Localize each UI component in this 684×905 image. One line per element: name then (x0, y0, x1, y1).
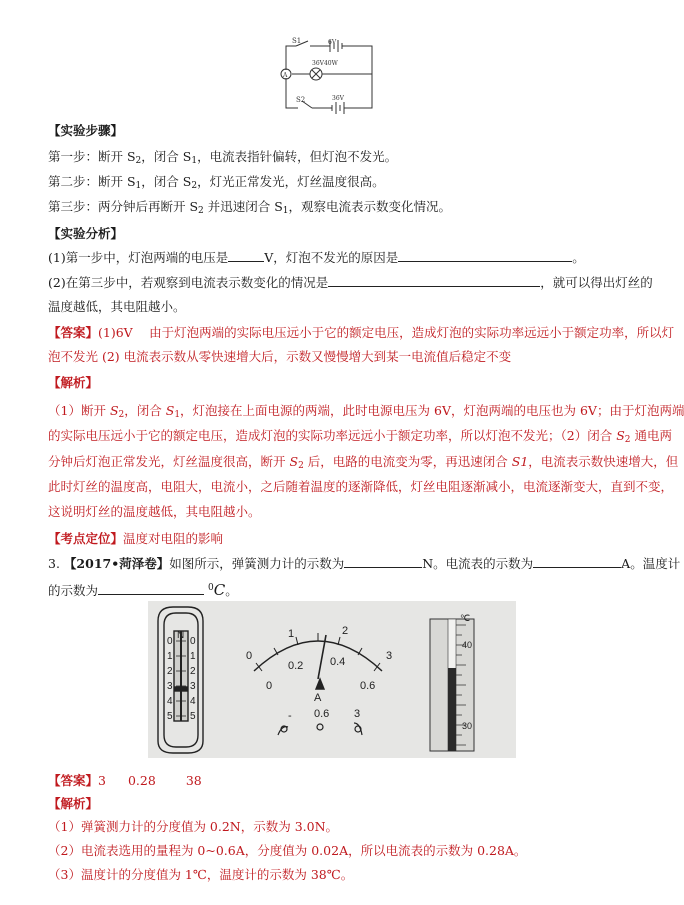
answer-1-line-1: 【答案】(1)6V 由于灯泡两端的实际电压远小于它的额定电压，造成灯泡的实际功率远远小于额定功率，所以灯 (48, 325, 675, 340)
circuit-s2-label: S2 (296, 96, 306, 104)
spring-tick-left-1: 1 (167, 651, 173, 662)
circuit-ammeter-label: A (283, 72, 288, 79)
kaodian: 【考点定位】温度对电阻的影响 (48, 531, 224, 546)
blank-current-change (328, 274, 540, 287)
spring-tick-left-5: 5 (167, 711, 173, 722)
step-3: 第三步：两分钟后再断开 $S_2$ 并迅速闭合 $S_1$，观察电流表示数变化情况。 (48, 199, 452, 216)
ammeter-inner-3: 0.6 (360, 680, 376, 692)
spring-tick-right-2: 2 (190, 666, 196, 677)
question-3-line-2: 的示数为 $^0$C。 (48, 581, 238, 600)
spring-tick-left-0: 0 (167, 636, 173, 647)
ammeter-unit: A (314, 692, 322, 704)
explanation-1-line-5: 这说明灯丝的温度越低，其电阻越小。 (48, 504, 261, 519)
thermometer-unit: ℃ (460, 613, 471, 623)
spring-tick-right-5: 5 (190, 711, 196, 722)
question-2-line-1: (2)在第三步中，若观察到电流表示数变化的情况是 ，就可以得出灯丝的 (48, 275, 653, 290)
spring-tick-right-4: 4 (190, 696, 196, 707)
blank-voltage (228, 249, 264, 262)
circuit-s1-label: S1 (292, 37, 302, 45)
blank-reason (398, 249, 572, 262)
explanation-1-line-2: 的实际电压远小于它的额定电压，造成灯泡的实际功率远远小于额定功率，所以灯泡不发光；（2）闭合 $S_2$ 通电两 (48, 428, 672, 445)
spring-tick-left-2: 2 (167, 666, 173, 677)
blank-thermometer-reading (98, 582, 204, 595)
spring-tick-right-0: 0 (190, 636, 196, 647)
circuit-6v-label: 6V (328, 39, 337, 46)
explanation-1-line-3: 分钟后灯泡正常发光，灯丝温度很高，断开 $S_2$ 后，电路的电流变为零，再迅速闭合 S1，电流表示数快速增大，但 (48, 454, 679, 471)
explanation-1-line-4: 此时灯丝的温度高，电阻大，电流小，之后随着温度的逐渐降低，灯丝电阻逐渐减小，电流逐渐变大，直到不变， (48, 479, 674, 494)
question-2-line-2: 温度越低，其电阻越小。 (48, 299, 186, 314)
circuit-bulb-label: 36V40W (312, 60, 338, 67)
terminal-3: 3 (354, 708, 361, 720)
spring-tick-left-3: 3 (167, 681, 173, 692)
explanation-3-line-1: （1）弹簧测力计的分度值为 0.2N，示数为 3.0N。 (48, 819, 339, 834)
spring-tick-right-3: 3 (190, 681, 196, 692)
ammeter-inner-1: 0.2 (288, 660, 304, 672)
ammeter-outer-2: 2 (342, 625, 349, 637)
jiexi-1-heading: 【解析】 (48, 375, 99, 390)
ammeter-terminals (278, 723, 362, 735)
jiexi-3-heading: 【解析】 (48, 796, 99, 811)
step-1: 第一步：断开 $S_2$，闭合 $S_1$，电流表指针偏转，但灯泡不发光。 (48, 149, 398, 166)
answer-3: 【答案】3 0.28 38 (48, 773, 202, 788)
ammeter-inner-0: 0 (266, 680, 273, 692)
terminal-0-6: 0.6 (314, 708, 330, 720)
explanation-3-line-3: （3）温度计的分度值为 1℃，温度计的示数为 38℃。 (48, 867, 354, 882)
question-3-line-1: 3. 【2017•菏泽卷】如图所示，弹簧测力计的示数为 N。电流表的示数为 A。温度计 (48, 556, 681, 571)
circuit-diagram (272, 38, 384, 114)
explanation-1-line-1: （1）断开 $S_2$，闭合 $S_1$，灯泡接在上面电源的两端，此时电源电压为 6V，灯泡两端的电压也为 6V；由于灯泡两端 (48, 403, 684, 420)
analysis-heading: 【实验分析】 (48, 226, 124, 241)
spring-tick-right-1: 1 (190, 651, 196, 662)
steps-heading: 【实验步骤】 (48, 123, 124, 138)
circuit-36v-label: 36V (332, 95, 344, 102)
blank-spring-reading (344, 555, 422, 568)
terminal-minus: - (288, 710, 292, 722)
spring-tick-left-4: 4 (167, 696, 173, 707)
explanation-3-line-2: （2）电流表选用的量程为 0~0.6A，分度值为 0.02A，所以电流表的示数为 0.28A。 (48, 843, 527, 858)
thermometer (430, 619, 474, 751)
instrument-figure (148, 601, 516, 758)
spring-scale-unit: N (177, 630, 185, 641)
instrument-figure-svg (148, 601, 516, 758)
thermometer-tick-40: 40 (462, 640, 473, 650)
ammeter-outer-0: 0 (246, 650, 253, 662)
ammeter-outer-1: 1 (288, 628, 295, 640)
answer-1-line-2: 泡不发光 (2) 电流表示数从零快速增大后，示数又慢慢增大到某一电流值后稳定不变 (48, 349, 512, 364)
question-1: (1)第一步中，灯泡两端的电压是 V，灯泡不发光的原因是 。 (48, 250, 585, 265)
blank-ammeter-reading (533, 555, 621, 568)
ammeter-inner-2: 0.4 (330, 656, 346, 668)
spring-scale (158, 607, 203, 753)
step-2: 第二步：断开 $S_1$，闭合 $S_2$，灯光正常发光，灯丝温度很高。 (48, 174, 385, 191)
thermometer-tick-30: 30 (462, 721, 473, 731)
ammeter-outer-3: 3 (386, 650, 393, 662)
